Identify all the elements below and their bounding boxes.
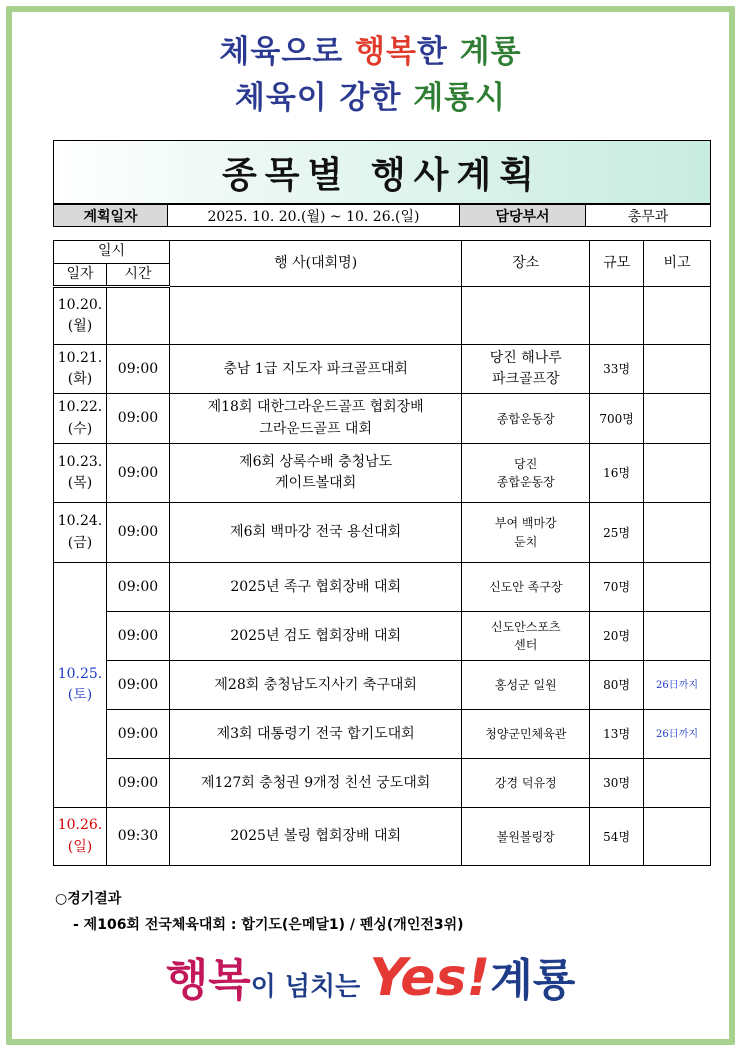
header-place: 장소 <box>462 241 590 287</box>
note-cell <box>644 563 711 612</box>
note-cell: 26日까지 <box>644 661 711 710</box>
event-cell: 제28회 충청남도지사기 축구대회 <box>169 661 461 710</box>
note-cell <box>644 503 711 563</box>
date-cell <box>54 444 107 503</box>
bottom-slogan-gyeryong: 계룡 <box>490 955 576 1006</box>
results-item: - 제106회 전국체육대회 : 합기도(은메달1) / 펜싱(개인전3위) <box>73 917 464 933</box>
note-cell: 26日까지 <box>644 710 711 759</box>
date: 10.23. <box>57 453 103 470</box>
department-value: 총무과 <box>586 205 711 227</box>
place-cell <box>462 503 590 563</box>
note-cell <box>644 808 711 866</box>
place-cell: 신도안 족구장 <box>462 563 590 612</box>
place-cell <box>462 287 590 345</box>
scale-cell: 30명 <box>590 759 644 808</box>
date-cell <box>54 503 107 563</box>
place-cell: 홍성군 일원 <box>462 661 590 710</box>
table-row <box>54 661 711 710</box>
place-cell <box>462 345 590 394</box>
time-cell: 09:00 <box>106 563 169 612</box>
date-cell <box>54 394 107 444</box>
slogan-text-gyeryong-city: 계룡시 <box>413 80 507 116</box>
scale-cell: 700명 <box>590 394 644 444</box>
bottom-slogan-text: 이 넘치는 <box>250 972 370 1002</box>
plan-date-label: 계획일자 <box>54 205 168 227</box>
time-cell <box>106 287 169 345</box>
scale-cell: 70명 <box>590 563 644 612</box>
time-cell: 09:00 <box>106 345 169 394</box>
time-cell: 09:00 <box>106 444 169 503</box>
bottom-slogan <box>0 944 741 1008</box>
time-cell: 09:00 <box>106 759 169 808</box>
date-cell <box>54 287 107 345</box>
table-row <box>54 394 711 444</box>
event-cell: 2025년 볼링 협회장배 대회 <box>169 808 461 866</box>
header-date: 일자 <box>54 263 107 287</box>
header-note: 비고 <box>644 241 711 287</box>
time-cell: 09:00 <box>106 503 169 563</box>
event-line: 제6회 상록수배 충청남도 <box>239 453 393 470</box>
results-heading: ○경기결과 <box>55 891 122 907</box>
slogan-text-happy: 행복 <box>355 34 417 70</box>
event-cell: 2025년 검도 협회장배 대회 <box>169 612 461 661</box>
event-line: 제18회 대한그라운드골프 협회장배 <box>207 399 424 416</box>
place-cell: 청양군민체육관 <box>462 710 590 759</box>
table-row <box>54 759 711 808</box>
note-cell <box>644 287 711 345</box>
slogan-text: 체육으로 <box>219 34 355 70</box>
event-cell: 제3회 대통령기 전국 합기도대회 <box>169 710 461 759</box>
event-cell <box>169 444 461 503</box>
weekday: (수) <box>67 420 93 437</box>
header-scale: 규모 <box>590 241 644 287</box>
place-cell: 볼원볼링장 <box>462 808 590 866</box>
slogan-text: 한 <box>416 34 460 70</box>
results-section <box>55 886 464 938</box>
time-cell: 09:00 <box>106 661 169 710</box>
header-event: 행 사(대회명) <box>169 241 461 287</box>
table-row <box>54 444 711 503</box>
slogan-text-gyeryong: 계룡 <box>459 34 522 70</box>
table-row <box>54 612 711 661</box>
note-cell <box>644 444 711 503</box>
scale-cell: 25명 <box>590 503 644 563</box>
weekday: (토) <box>67 687 93 704</box>
bottom-slogan-yes: Yes! <box>369 948 491 1008</box>
date: 10.21. <box>57 349 103 366</box>
place-line: 종합운동장 <box>496 475 555 490</box>
scale-cell: 80명 <box>590 661 644 710</box>
date: 10.20. <box>57 296 103 313</box>
place-cell: 종합운동장 <box>462 394 590 444</box>
date-cell <box>54 345 107 394</box>
scale-cell <box>590 287 644 345</box>
weekday: (목) <box>67 475 93 492</box>
place-cell <box>462 444 590 503</box>
place-line: 당진 해나루 <box>489 349 562 366</box>
weekday: (금) <box>67 534 93 551</box>
title-box <box>53 140 711 204</box>
place-line: 둔치 <box>514 534 538 549</box>
time-cell: 09:00 <box>106 612 169 661</box>
date-cell-sunday <box>54 808 107 866</box>
date: 10.26. <box>57 817 103 834</box>
table-row <box>54 503 711 563</box>
scale-cell: 16명 <box>590 444 644 503</box>
date-cell-saturday <box>54 563 107 808</box>
event-cell: 2025년 족구 협회장배 대회 <box>169 563 461 612</box>
weekday: (화) <box>67 371 93 388</box>
note-cell <box>644 345 711 394</box>
note-cell <box>644 612 711 661</box>
table-row <box>54 287 711 345</box>
place-line: 센터 <box>514 638 538 653</box>
place-line: 당진 <box>514 456 538 471</box>
place-line: 신도안스포츠 <box>490 619 561 634</box>
event-cell <box>169 394 461 444</box>
table-row <box>54 710 711 759</box>
scale-cell: 33명 <box>590 345 644 394</box>
place-cell <box>462 612 590 661</box>
department-label: 담당부서 <box>460 205 586 227</box>
weekday: (월) <box>67 318 93 335</box>
date: 10.25. <box>57 665 103 682</box>
place-cell: 강경 덕유정 <box>462 759 590 808</box>
note-cell <box>644 394 711 444</box>
place-line: 부여 백마강 <box>494 516 557 531</box>
event-line: 그라운드골프 대회 <box>259 420 372 437</box>
bottom-slogan-happy: 행복 <box>165 955 251 1006</box>
scale-cell: 13명 <box>590 710 644 759</box>
weekday: (일) <box>67 838 93 855</box>
place-line: 파크골프장 <box>491 371 560 388</box>
event-cell <box>169 287 461 345</box>
time-cell: 09:00 <box>106 710 169 759</box>
scale-cell: 54명 <box>590 808 644 866</box>
event-schedule-table <box>53 240 711 866</box>
header-datetime: 일시 <box>54 241 170 264</box>
time-cell: 09:30 <box>106 808 169 866</box>
event-line: 게이트볼대회 <box>275 475 357 492</box>
header-time: 시간 <box>106 263 169 287</box>
event-cell: 제127회 충청권 9개정 친선 궁도대회 <box>169 759 461 808</box>
table-row <box>54 563 711 612</box>
plan-date-value: 2025. 10. 20.(월) ~ 10. 26.(일) <box>168 205 460 227</box>
date: 10.22. <box>57 399 103 416</box>
slogan-line-1 <box>0 26 741 71</box>
note-cell <box>644 759 711 808</box>
scale-cell: 20명 <box>590 612 644 661</box>
plan-info-table <box>53 204 711 227</box>
date: 10.24. <box>57 513 103 530</box>
slogan-text: 체육이 강한 <box>234 80 414 116</box>
table-row <box>54 345 711 394</box>
event-cell: 제6회 백마강 전국 용선대회 <box>169 503 461 563</box>
page-title: 종목별 행사계획 <box>222 154 542 196</box>
table-row <box>54 808 711 866</box>
time-cell: 09:00 <box>106 394 169 444</box>
slogan-line-2 <box>0 72 741 117</box>
event-cell: 충남 1급 지도자 파크골프대회 <box>169 345 461 394</box>
